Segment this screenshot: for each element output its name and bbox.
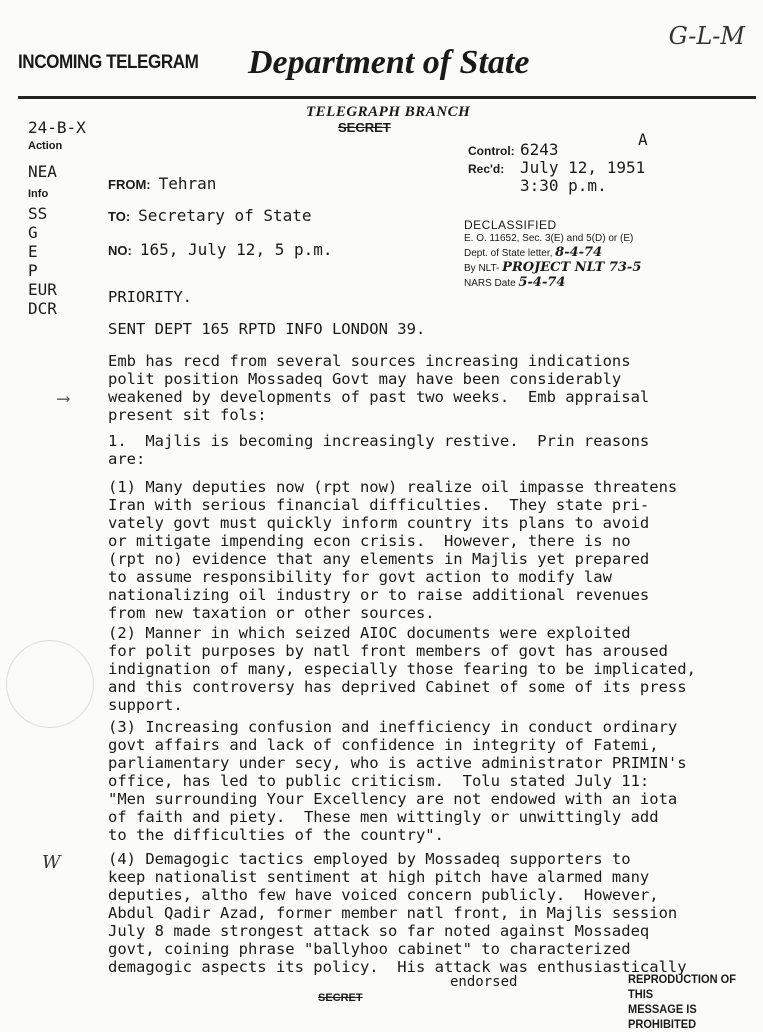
left-column: [28, 118, 86, 318]
reproduction-line-2: MESSAGE IS PROHIBITED: [628, 1002, 697, 1031]
priority-line: PRIORITY.: [108, 288, 192, 306]
received-time: 3:30 p.m.: [520, 176, 607, 195]
declassified-letter-date: 8-4-74: [555, 245, 603, 260]
control-value: 6243: [520, 140, 559, 159]
reproduction-line-1: REPRODUCTION OF THIS: [628, 972, 736, 1001]
info-code: DCR: [28, 299, 57, 318]
intro-paragraph: Emb has recd from several sources increasing indications polit position Mossadeq Govt may have been considerably weakened by developments of past two weeks. Emb appraisal present sit fols:: [108, 352, 650, 424]
paragraph-2: (2) Manner in which seized AIOC documents were exploited for polit purposes by natl front members of govt has aroused indignation of many, especially those fearing to be implicated, and this controversy has deprived Cabinet of some of its press support.: [108, 624, 696, 714]
declassified-nars-date: 5-4-74: [518, 275, 566, 290]
point-1: 1. Majlis is becoming increasingly restive. Prin reasons are:: [108, 432, 650, 468]
control-field: [468, 140, 559, 159]
number-label: NO:: [108, 243, 132, 258]
info-code: SS: [28, 204, 48, 223]
received-field: [468, 158, 645, 177]
from-label: FROM:: [108, 177, 151, 192]
handwritten-initials: G-L-M: [668, 22, 745, 50]
sent-line: SENT DEPT 165 RPTD INFO LONDON 39.: [108, 320, 426, 338]
to-value: Secretary of State: [138, 206, 312, 225]
control-label: Control:: [468, 144, 515, 158]
from-value: Tehran: [158, 174, 217, 193]
classification-stamp-top: SECRET: [338, 120, 391, 135]
info-label: Info: [28, 188, 49, 200]
declassified-stamp: [464, 218, 754, 291]
telegraph-branch: TELEGRAPH BRANCH: [306, 104, 471, 120]
received-label: Rec'd:: [468, 162, 505, 176]
header-rule: [18, 96, 756, 99]
declassified-project: PROJECT NLT 73-5: [502, 260, 642, 275]
info-code: EUR: [28, 280, 57, 299]
library-seal: [6, 640, 94, 728]
reproduction-notice: [628, 972, 752, 1032]
number-field: [108, 240, 333, 259]
declassified-authority: E. O. 11652, Sec. 3(E) and 5(D) or (E): [464, 233, 634, 244]
arrow-mark: ⟶: [58, 388, 69, 409]
received-date: July 12, 1951: [520, 158, 646, 177]
paragraph-3: (3) Increasing confusion and inefficiency in conduct ordinary govt affairs and lack of confidence in integrity of Fatemi, parliamentary under secy, who is active administrator PRIMIN's office, has led to public criticism. Tolu stated July 11: "Men surrounding Your Excellency are not endowed with an iota of faith and piety. These men wittingly or unwittingly add to the difficulties of the country".: [108, 718, 687, 844]
declassified-title: DECLASSIFIED: [464, 218, 557, 232]
paragraph-4: (4) Demagogic tactics employed by Mossadeq supporters to keep nationalist sentiment at high pitch have alarmed many deputies, altho few have voiced concern publicly. However, Abdul Qadir Azad, former member natl front, in Majlis session July 8 made strongest attack so far noted against Mossadeq govt, coining phrase "ballyhoo cabinet" to characterized demagogic aspects its policy. His attack was enthusiastically: [108, 850, 687, 976]
info-code: P: [28, 261, 38, 280]
declassified-letter-label: Dept. of State letter,: [464, 248, 553, 259]
from-field: [108, 174, 216, 193]
file-code: 24-B-X: [28, 118, 86, 137]
routing-letter: A: [638, 130, 648, 149]
paragraph-1: (1) Many deputies now (rpt now) realize oil impasse threatens Iran with serious financial difficulties. They state pri- vately govt must quickly inform country its plans to avoid or mitigate impending econ crisis. However, there is no (rpt no) evidence that any elements in Majlis yet prepared to assume responsibility for govt action to modify law nationalizing oil industry or to raise additional revenues from new taxation or other sources.: [108, 478, 678, 622]
margin-mark: W: [42, 852, 61, 873]
to-label: TO:: [108, 209, 131, 224]
classification-stamp-bottom: SECRET: [318, 992, 363, 1004]
action-label: Action: [28, 140, 63, 152]
endorsed-label: endorsed: [450, 974, 518, 990]
declassified-by-label: By NLT-: [464, 263, 500, 274]
number-value: 165, July 12, 5 p.m.: [139, 240, 333, 259]
to-field: [108, 206, 312, 225]
action-code: NEA: [28, 162, 57, 181]
incoming-telegram-label: INCOMING TELEGRAM: [18, 52, 199, 73]
department-title: Department of State: [248, 44, 530, 81]
info-code: G: [28, 223, 38, 242]
info-code: E: [28, 242, 38, 261]
declassified-nars-label: NARS Date: [464, 278, 516, 289]
